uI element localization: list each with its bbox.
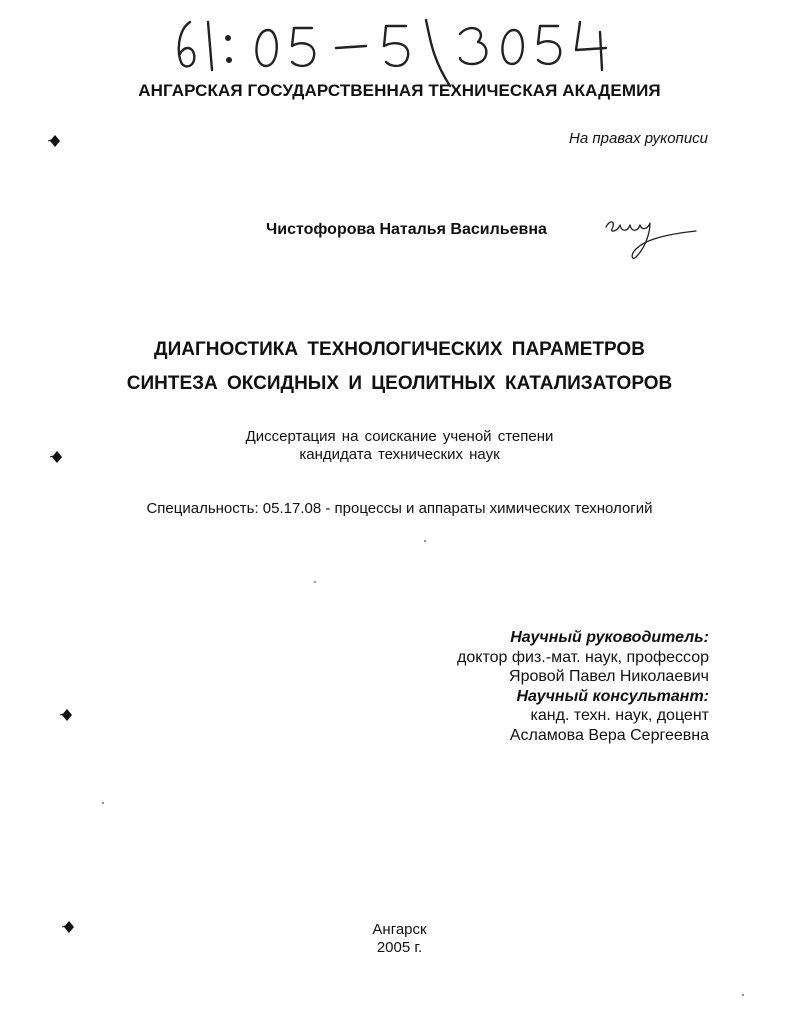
binding-mark-icon <box>60 708 74 722</box>
specialty: Специальность: 05.17.08 - процессы и аппараты химических технологий <box>146 500 653 517</box>
supervisor-degree: доктор физ.-мат. наук, профессор <box>457 648 709 666</box>
author-name: Чистофорова Наталья Васильевна <box>266 221 547 238</box>
dissertation-line-1: Диссертация на соискание ученой степени <box>245 428 554 445</box>
consultant-heading: Научный консультант: <box>516 687 709 705</box>
consultant-name: Асламова Вера Сергеевна <box>509 726 709 744</box>
consultant-degree: канд. техн. наук, доцент <box>530 707 709 724</box>
advisors-block <box>457 628 709 745</box>
title-line-1: ДИАГНОСТИКА ТЕХНОЛОГИЧЕСКИХ ПАРАМЕТРОВ <box>154 339 645 360</box>
supervisor-name: Яровой Павел Николаевич <box>509 668 709 685</box>
handwritten-catalog-number <box>160 8 620 90</box>
scan-speck <box>314 581 316 583</box>
scan-speck <box>102 802 104 804</box>
title-line-2: СИНТЕЗА ОКСИДНЫХ И ЦЕОЛИТНЫХ КАТАЛИЗАТОРОВ <box>126 373 673 394</box>
scan-speck <box>424 540 426 542</box>
binding-mark-icon <box>48 134 62 148</box>
dissertation-line-2: кандидата технических наук <box>299 446 500 463</box>
place-and-year <box>0 921 799 957</box>
rights-notice: На правах рукописи <box>569 130 708 147</box>
scan-speck <box>742 994 744 996</box>
academy-name: АНГАРСКАЯ ГОСУДАРСТВЕННАЯ ТЕХНИЧЕСКАЯ АКАДЕМИЯ <box>138 81 661 100</box>
supervisor-heading: Научный руководитель: <box>510 629 709 646</box>
city: Ангарск <box>372 921 427 938</box>
binding-mark-icon <box>50 450 64 464</box>
year: 2005 г. <box>376 939 423 956</box>
binding-mark-icon <box>62 920 76 934</box>
author-signature <box>600 205 700 265</box>
